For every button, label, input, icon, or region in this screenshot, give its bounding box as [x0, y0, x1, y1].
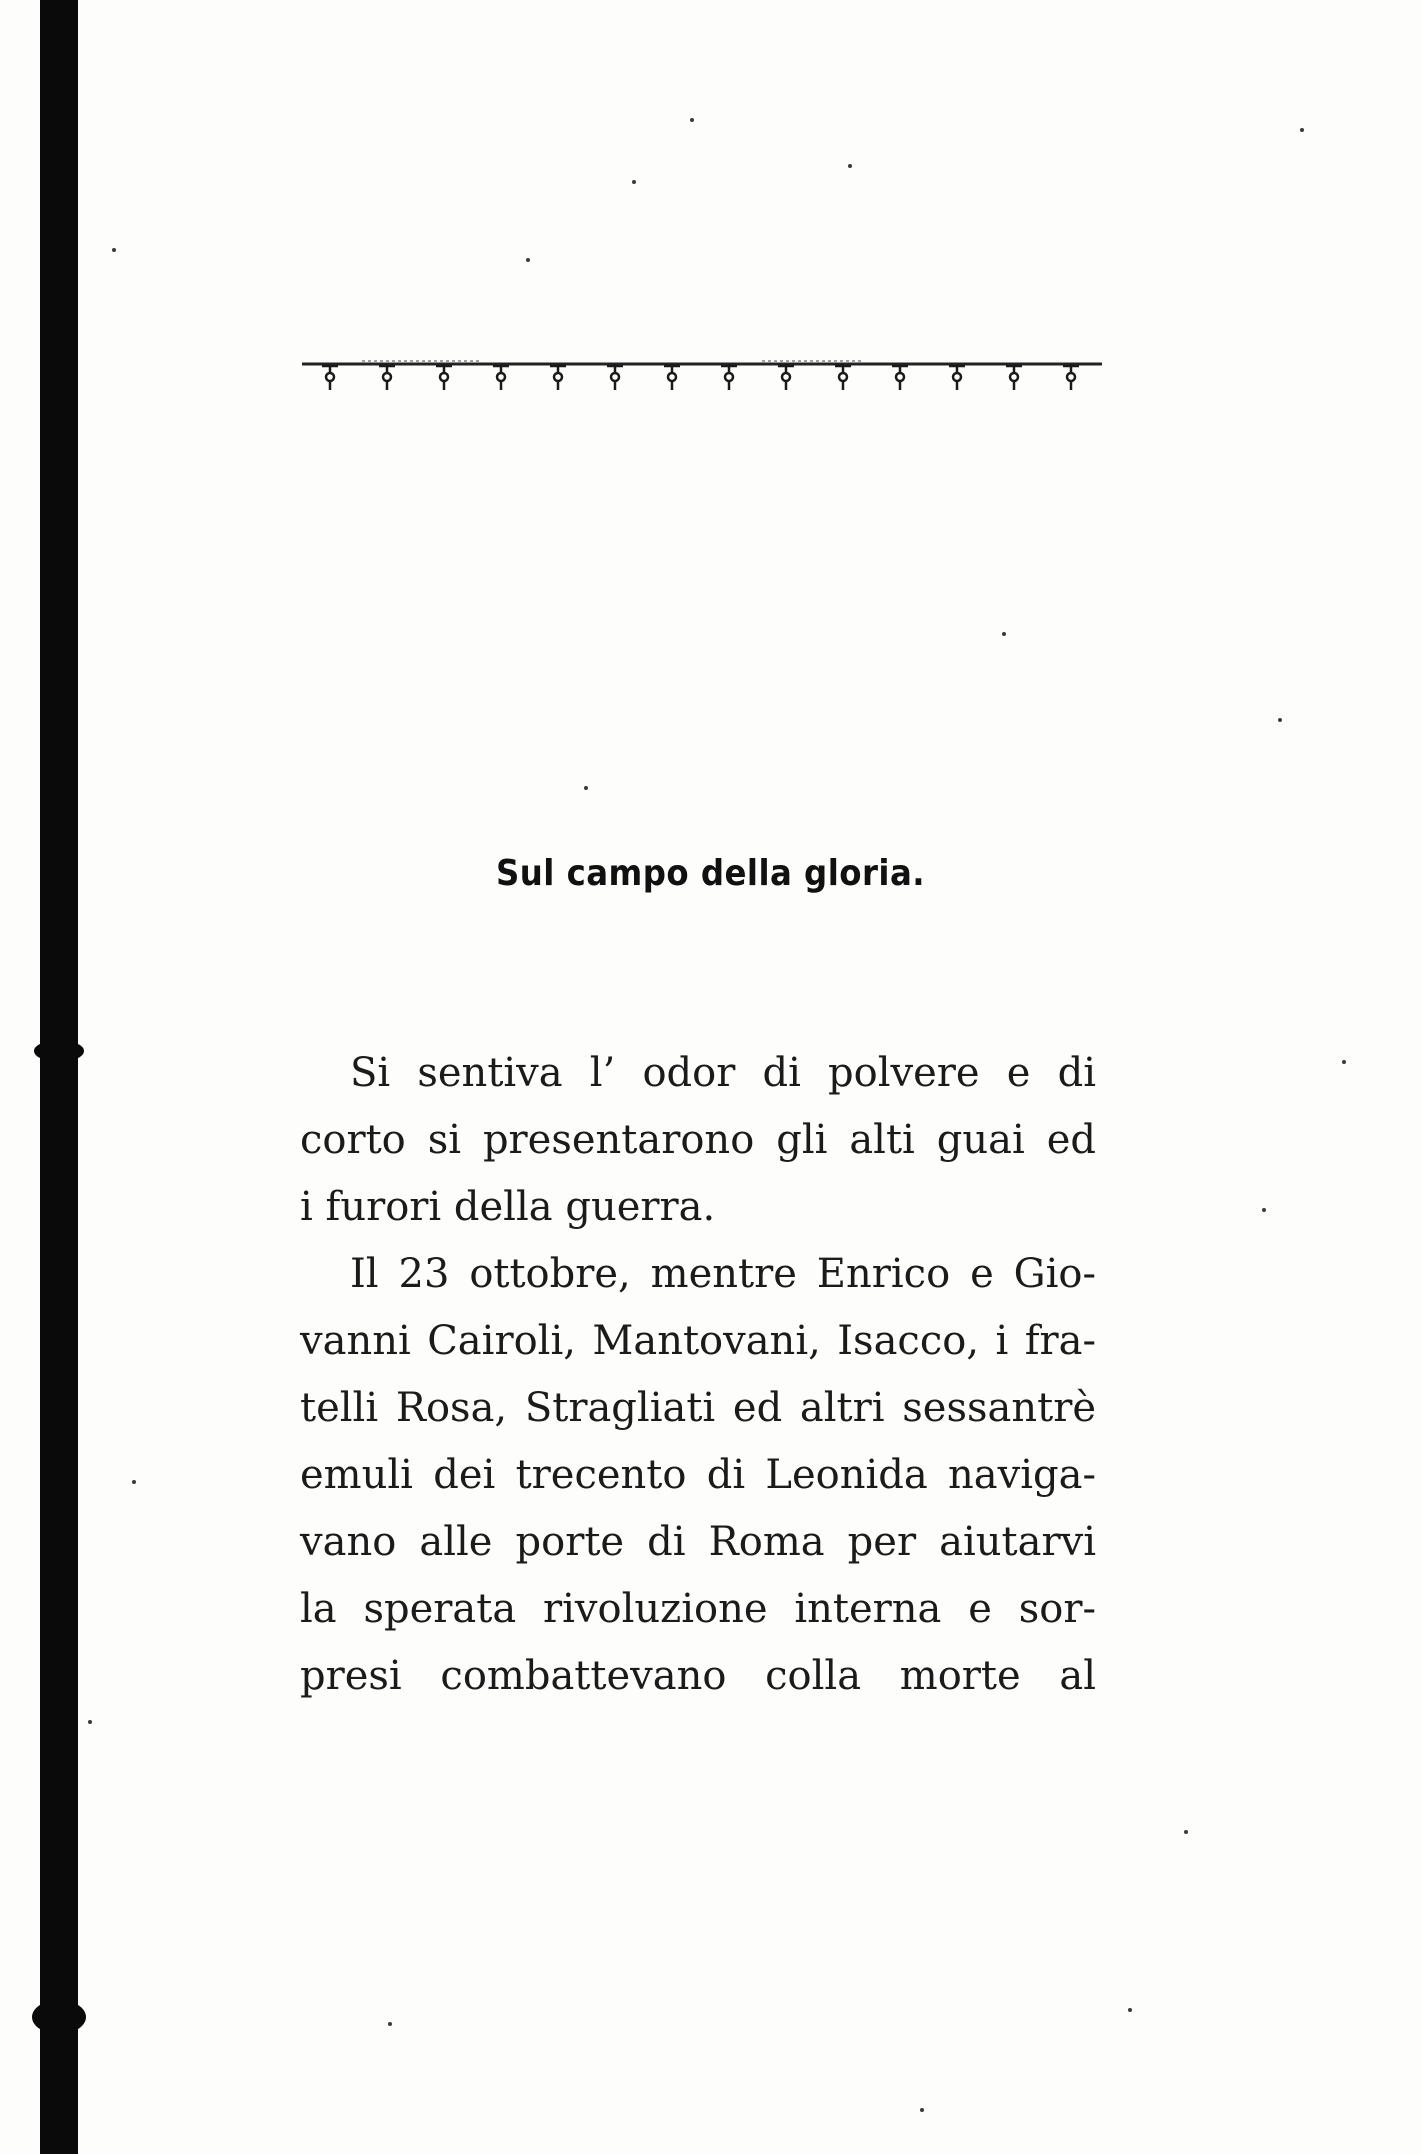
ornament-rule-icon — [302, 360, 1102, 396]
body-text — [300, 1040, 1096, 1710]
print-speck — [526, 258, 530, 262]
text-line: telli Rosa, Stragliati ed altri sessantrè — [300, 1385, 1096, 1431]
text-line: la sperata rivoluzione interna e sor- — [300, 1586, 1096, 1632]
print-speck — [584, 786, 588, 790]
print-speck — [1128, 2008, 1132, 2012]
paragraph — [300, 1241, 1096, 1710]
print-speck — [132, 1480, 136, 1484]
paragraph — [300, 1040, 1096, 1241]
text-line: presi combattevano colla morte al — [300, 1653, 1096, 1699]
text-line: Il 23 ottobre, mentre Enrico e Gio- — [350, 1251, 1096, 1297]
ornament-svg — [302, 360, 1102, 396]
print-speck — [1278, 718, 1282, 722]
print-speck — [920, 2108, 924, 2112]
print-speck — [388, 2022, 392, 2026]
print-speck — [112, 248, 116, 252]
print-speck — [848, 164, 852, 168]
chapter-heading: Sul campo della gloria. — [495, 853, 926, 894]
print-speck — [690, 118, 694, 122]
text-line: vanni Cairoli, Mantovani, Isacco, i fra- — [300, 1318, 1096, 1364]
text-line: i furori della guerra. — [300, 1184, 716, 1230]
text-line: vano alle porte di Roma per aiutarvi — [300, 1519, 1096, 1565]
print-speck — [1342, 1060, 1346, 1064]
print-speck — [1184, 1830, 1188, 1834]
text-line: emuli dei trecento di Leonida naviga- — [300, 1452, 1096, 1498]
text-line: corto si presentarono gli alti guai ed — [300, 1117, 1096, 1163]
text-line: Si sentiva l’ odor di polvere e di — [350, 1050, 1096, 1096]
page-binding-edge — [40, 0, 78, 2154]
print-speck — [1002, 632, 1006, 636]
print-speck — [88, 1720, 92, 1724]
print-speck — [1300, 128, 1304, 132]
print-speck — [1262, 1208, 1266, 1212]
print-speck — [632, 180, 636, 184]
